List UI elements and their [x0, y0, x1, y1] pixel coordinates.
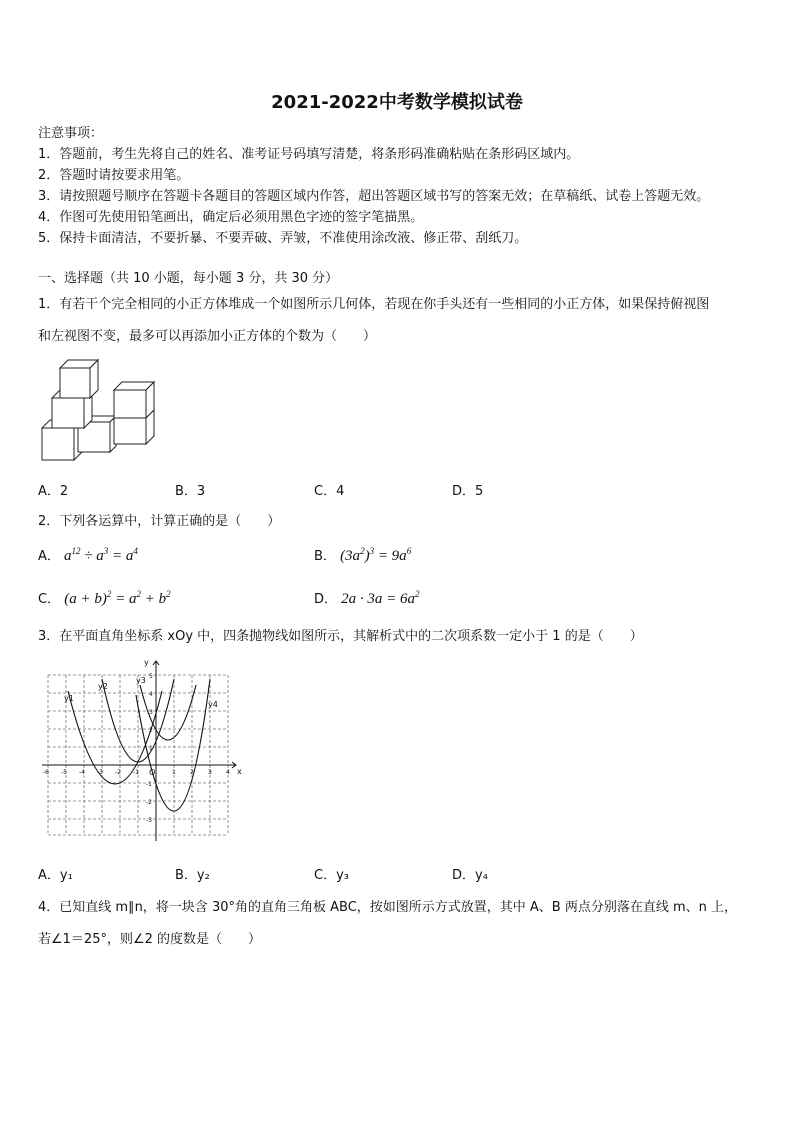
- x-tick: -6: [43, 769, 49, 776]
- q2-option-a: [38, 545, 138, 565]
- curve-label-y3: y3: [136, 676, 146, 685]
- q2-option-a-formula: $a^{12} \div a^3 = a^4$: [64, 546, 138, 564]
- q2-stem: 2．下列各运算中，计算正确的是（ ）: [38, 514, 281, 529]
- y-tick: -1: [146, 781, 152, 788]
- q1-option-a: A．2: [38, 484, 69, 499]
- y-tick: 5: [149, 673, 153, 680]
- notice-item-2: 2．答题时请按要求用笔。: [38, 168, 190, 183]
- q1-stem-line1: 1．有若干个完全相同的小正方体堆成一个如图所示几何体，若现在你手头还有一些相同的小正方体，如果保持俯视图: [38, 297, 710, 312]
- parabola-graph: [40, 655, 245, 845]
- page-title: 2021-2022中考数学模拟试卷: [271, 92, 523, 113]
- x-tick: -4: [79, 769, 85, 776]
- q4-stem-line1: 4．已知直线 m∥n，将一块含 30°角的直角三角板 ABC，按如图所示方式放置，其中 A、B 两点分别落在直线 m、n 上，: [38, 900, 738, 915]
- q3-option-c: C．y₃: [314, 868, 349, 883]
- q2-option-b: [314, 545, 411, 565]
- curve-label-y2: y2: [98, 682, 108, 691]
- notice-item-3: 3．请按照题号顺序在答题卡各题目的答题区域内作答，超出答题区域书写的答案无效；在草稿纸、试卷上答题无效。: [38, 189, 710, 204]
- x-tick: 4: [226, 769, 230, 776]
- curve-label-y4: y4: [208, 700, 218, 709]
- q4-stem-line2: 若∠1＝25°，则∠2 的度数是（ ）: [38, 932, 262, 947]
- axis-x-label: x: [237, 767, 242, 776]
- q2-option-b-formula: $(3a^2)^3 = 9a^6$: [340, 546, 412, 564]
- q2-option-d: [314, 588, 420, 608]
- cubes-figure: [38, 350, 156, 465]
- q2-option-c: [38, 588, 171, 608]
- q3-option-b: B．y₂: [175, 868, 210, 883]
- y-tick: 4: [149, 691, 153, 698]
- q1-stem-line2: 和左视图不变，最多可以再添加小正方体的个数为（ ）: [38, 329, 377, 344]
- curve-label-y1: y1: [64, 694, 74, 703]
- q3-option-d: D．y₄: [452, 868, 488, 883]
- y-tick: -3: [146, 817, 152, 824]
- q1-option-c: C．4: [314, 484, 345, 499]
- q1-option-b: B．3: [175, 484, 206, 499]
- x-tick: 2: [190, 769, 194, 776]
- q2-option-c-label: C．: [38, 592, 61, 607]
- x-tick: -2: [115, 769, 121, 776]
- origin-label: O: [149, 768, 156, 777]
- section-heading: 一、选择题（共 10 小题，每小题 3 分，共 30 分）: [38, 271, 339, 286]
- y-tick: 2: [149, 727, 153, 734]
- notice-item-4: 4．作图可先使用铅笔画出，确定后必须用黑色字迹的签字笔描黑。: [38, 210, 424, 225]
- q2-option-a-label: A．: [38, 549, 60, 564]
- x-tick: -3: [97, 769, 103, 776]
- q2-option-d-label: D．: [314, 592, 338, 607]
- q1-option-d: D．5: [452, 484, 484, 499]
- notice-item-1: 1．答题前，考生先将自己的姓名、准考证号码填写清楚，将条形码准确粘贴在条形码区域内。: [38, 147, 580, 162]
- axis-y-label: y: [144, 658, 149, 667]
- y-tick: 3: [149, 709, 153, 716]
- notice-heading: 注意事项：: [38, 126, 104, 141]
- x-tick: 3: [208, 769, 212, 776]
- q3-option-a: A．y₁: [38, 868, 73, 883]
- q3-stem: 3．在平面直角坐标系 xOy 中，四条抛物线如图所示，其解析式中的二次项系数一定小于 1 的是（ ）: [38, 629, 643, 644]
- y-tick: 1: [149, 745, 153, 752]
- x-tick: 1: [172, 769, 176, 776]
- q2-option-b-label: B．: [314, 549, 336, 564]
- x-tick: -5: [61, 769, 67, 776]
- x-tick: -1: [133, 769, 139, 776]
- curve-y4: [136, 679, 210, 811]
- y-tick: -2: [146, 799, 152, 806]
- q2-option-d-formula: $2a \cdot 3a = 6a^2$: [341, 589, 420, 607]
- notice-item-5: 5．保持卡面清洁，不要折暴、不要弄破、弄皱，不准使用涂改液、修正带、刮纸刀。: [38, 231, 528, 246]
- q2-option-c-formula: $(a + b)^2 = a^2 + b^2$: [64, 589, 171, 607]
